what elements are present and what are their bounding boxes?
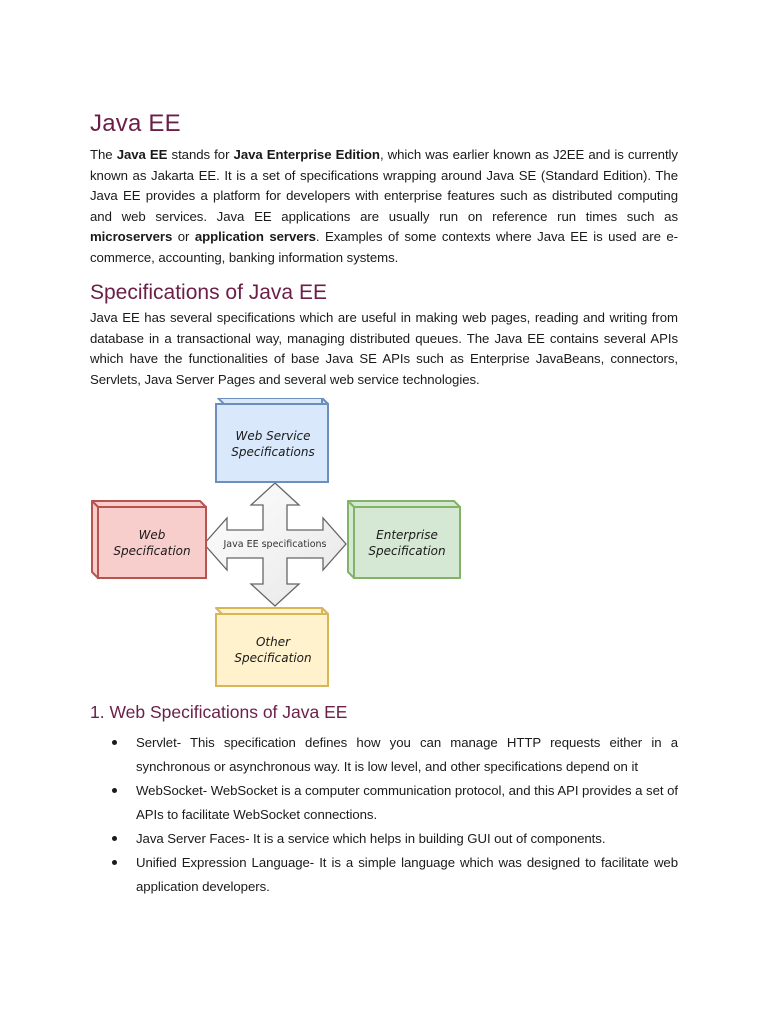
box-enterprise-specification <box>348 501 460 578</box>
list-item-text: WebSocket- WebSocket is a computer communication protocol, and this API provides a set of APIs to facilitate WebSocket connections. <box>136 783 678 822</box>
box-front-face <box>216 614 328 686</box>
intro-text-3: , which was earlier known as J2EE and is currently known as Jakarta EE. It is a set of specifications wrapping around Java SE (Standard Edition). The Java EE provides a platform for developers with enterprise features such as distributed computing and web services. Java EE applications are usually run on reference run times such as <box>90 147 678 224</box>
diagram-svg <box>90 398 490 693</box>
intro-text-4: or <box>172 229 195 244</box>
list-item <box>90 779 678 827</box>
box-left-label-line2: Specification <box>113 544 191 558</box>
bullet-icon <box>112 836 117 841</box>
intro-paragraph <box>90 145 678 268</box>
list-item <box>90 731 678 779</box>
heading-specifications: Specifications of Java EE <box>90 281 327 304</box>
box-bottom-label-line2: Specification <box>234 651 312 665</box>
intro-text-1: The <box>90 147 117 162</box>
box-front-face <box>354 507 460 578</box>
intro-bold-microservers: microservers <box>90 229 173 244</box>
box-right-label-line2: Specification <box>368 544 446 558</box>
specifications-paragraph: Java EE has several specifications which are useful in making web pages, reading and writing from database in a transactional way, managing distributed queues. The Java EE contains several APIs which have the functionalities of base Java SE APIs such as Enterprise JavaBeans, connectors, Servlets, Java Server Pages and several web service technologies. <box>90 310 678 387</box>
box-front-face <box>98 507 206 578</box>
box-web-service-specifications <box>216 398 328 482</box>
diagram-center-label: Java EE specifications <box>223 539 327 550</box>
java-ee-specifications-diagram <box>90 398 490 693</box>
intro-text-5: . Examples of some contexts where Java EE is used are e-commerce, accounting, banking information systems. <box>90 229 678 265</box>
list-item-text: Java Server Faces- It is a service which helps in building GUI out of components. <box>136 831 606 846</box>
box-top-label-line2: Specifications <box>231 445 315 459</box>
box-bottom-label-line1: Other <box>255 635 291 649</box>
bullet-icon <box>112 788 117 793</box>
web-specifications-list <box>90 731 678 899</box>
list-item <box>90 827 678 851</box>
box-top-label-line1: Web Service <box>235 429 311 443</box>
box-front-face <box>216 404 328 482</box>
box-web-specification <box>92 501 206 578</box>
bullet-icon <box>112 740 117 745</box>
list-item-text: Servlet- This specification defines how you can manage HTTP requests either in a synchronous or asynchronous way. It is low level, and other specifications depend on it <box>136 735 678 774</box>
intro-bold-enterprise-edition: Java Enterprise Edition <box>233 147 380 162</box>
intro-text-2: stands for <box>167 147 234 162</box>
box-other-specification <box>216 608 328 686</box>
heading-web-specifications: 1. Web Specifications of Java EE <box>90 702 348 722</box>
box-left-label-line1: Web <box>138 528 166 542</box>
intro-bold-java-ee: Java EE <box>116 147 168 162</box>
list-item <box>90 851 678 899</box>
box-right-label-line1: Enterprise <box>376 528 438 542</box>
bullet-icon <box>112 860 117 865</box>
heading-java-ee: Java EE <box>90 110 181 137</box>
list-item-text: Unified Expression Language- It is a simple language which was designed to facilitate web application developers. <box>136 855 678 894</box>
intro-bold-application-servers: application servers <box>194 229 316 244</box>
